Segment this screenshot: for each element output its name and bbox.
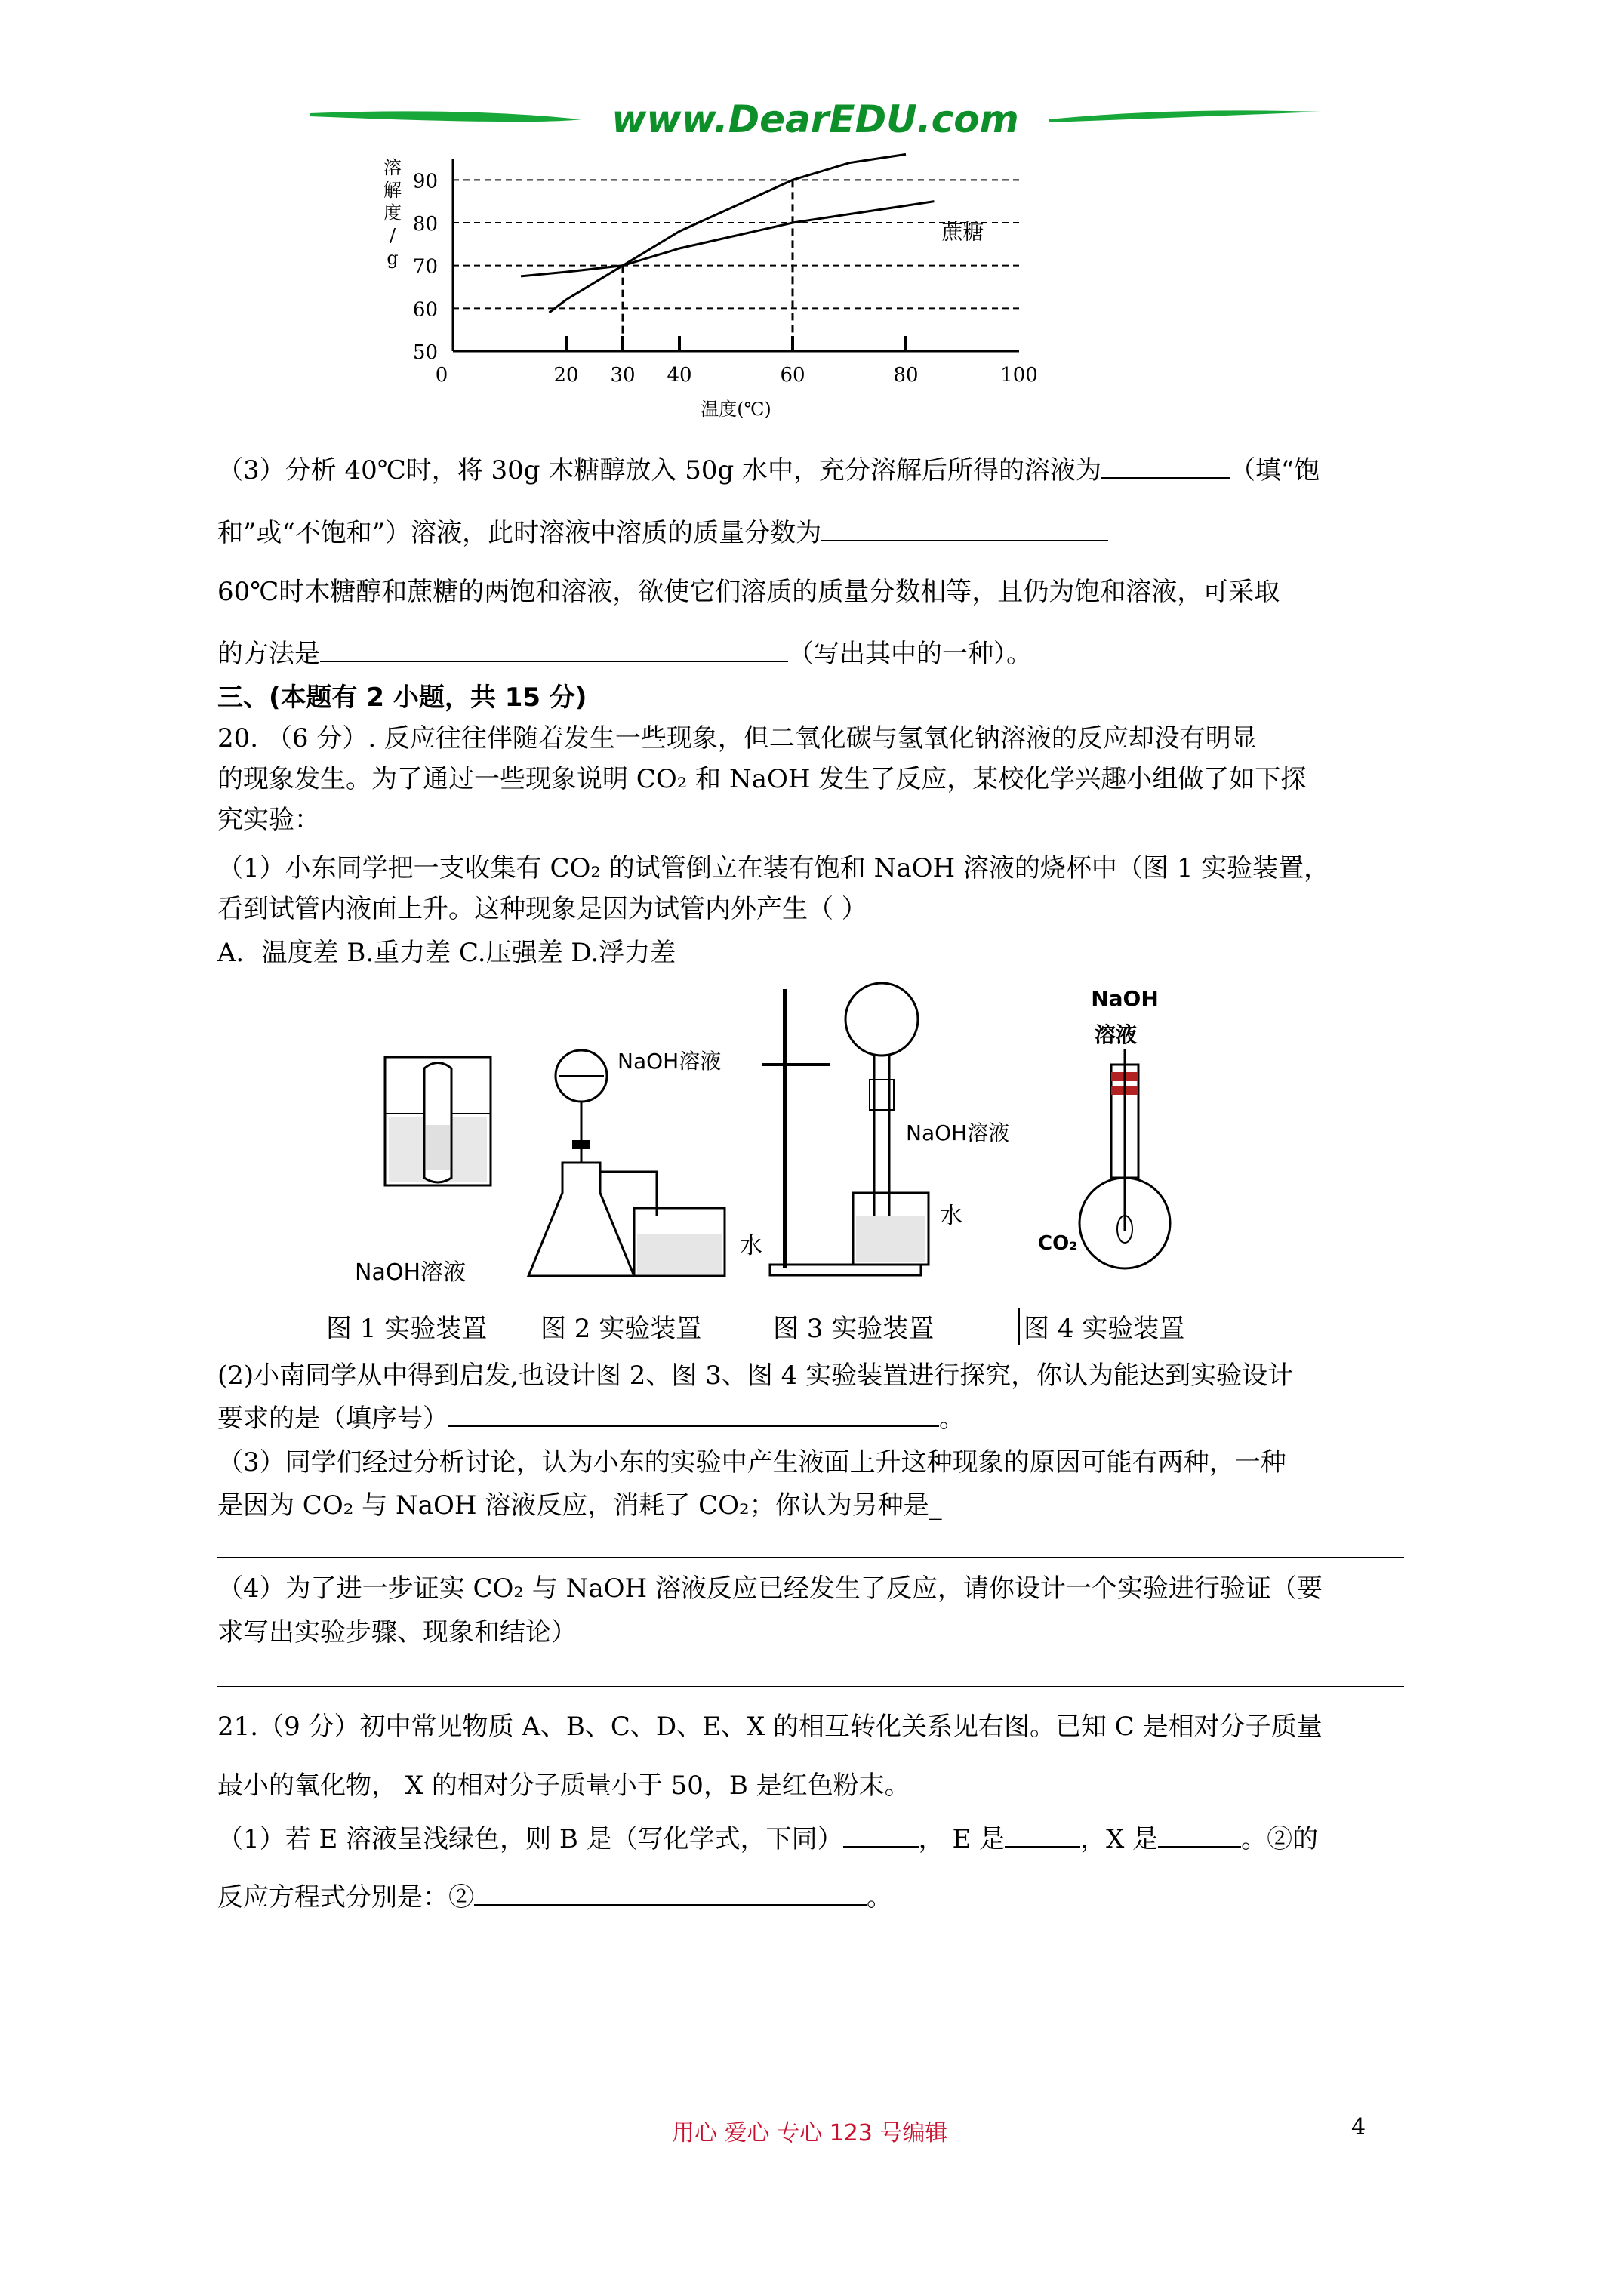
chart-axes	[453, 159, 1019, 351]
q21-line2: 最小的氧化物， X 的相对分子质量小于 50，B 是红色粉末。	[217, 1771, 910, 1801]
y-tick-label: 80	[412, 213, 438, 236]
q21-line3-d: 。②的	[1241, 1824, 1319, 1854]
q20-intro3: 究实验：	[217, 805, 320, 835]
q20-p3-line2: 是因为 CO₂ 与 NaOH 溶液反应，消耗了 CO₂；你认为另种是_	[217, 1490, 942, 1521]
fig2-caption: 图 2 实验装置	[540, 1314, 702, 1344]
q20-p4-line1: （4）为了进一步证实 CO₂ 与 NaOH 溶液反应已经发生了反应，请你设计一个实验进行验证（要	[217, 1573, 1323, 1604]
x-tick-label: 20	[553, 364, 579, 387]
answer-blank-method[interactable]	[320, 636, 788, 662]
q21-line1: 21.（9 分）初中常见物质 A、B、C、D、E、X 的相互转化关系见右图。已知 C 是相对分子质量	[217, 1712, 1323, 1742]
answer-blank-mass-fraction[interactable]	[821, 516, 1108, 541]
q21-line4	[217, 1880, 892, 1914]
q21-line4-start: 反应方程式分别是：②	[217, 1882, 474, 1912]
fig4-caption: 图 4 实验装置	[1024, 1314, 1185, 1344]
caption-divider	[1018, 1308, 1020, 1345]
footer	[0, 2114, 1623, 2147]
solubility-chart	[362, 151, 1102, 430]
fig4-apparatus	[1038, 986, 1170, 1268]
answer-blank-e[interactable]	[1005, 1822, 1080, 1848]
q19-line1	[217, 453, 1320, 487]
q20-p3-line1: （3）同学们经过分析讨论，认为小东的实验中产生液面上升这种现象的原因可能有两种，一种	[217, 1447, 1286, 1478]
q20-p2-line2-start: 要求的是（填序号）	[217, 1404, 448, 1434]
x-tick-label: 30	[610, 364, 636, 387]
fig1-caption: 图 1 实验装置	[326, 1314, 488, 1344]
fig4-co2-label: CO₂	[1038, 1232, 1078, 1255]
x-tick-label: 40	[667, 364, 692, 387]
x-axis-label: 温度(℃)	[701, 399, 771, 420]
q21-line3-b: ， E 是	[918, 1824, 1006, 1854]
fig1-naoh-label: NaOH溶液	[355, 1259, 466, 1286]
q19-line2	[217, 516, 1108, 550]
q20-p2-line2	[217, 1401, 965, 1435]
x-tick-label: 100	[1000, 364, 1038, 387]
fig1-apparatus	[355, 1057, 491, 1286]
apparatus-figures	[332, 974, 1268, 1306]
answer-line-other-reason[interactable]	[217, 1557, 1404, 1558]
y-axis-label-char: /	[389, 225, 396, 246]
y-axis-label-char: g	[387, 248, 399, 269]
q21-line4-end: 。	[867, 1882, 892, 1912]
q19-line3: 60℃时木糖醇和蔗糖的两饱和溶液，欲使它们溶质的质量分数相等，且仍为饱和溶液，可采取	[217, 577, 1280, 607]
y-tick-label: 70	[412, 255, 438, 279]
fig3-water-label: 水	[940, 1203, 962, 1229]
q21-line3	[217, 1822, 1318, 1856]
q20-p2-line1: (2)小南同学从中得到启发,也设计图 2、图 3、图 4 实验装置进行探究，你认为能达到实验设计	[217, 1361, 1294, 1391]
answer-blank-x[interactable]	[1158, 1822, 1241, 1848]
q19-line1-end: （填“饱	[1230, 455, 1320, 485]
site-name: www.DearEDU.com	[611, 97, 1019, 141]
y-axis-label-char: 度	[383, 202, 402, 223]
y-tick-label: 50	[412, 341, 438, 364]
y-axis-label-char: 溶	[383, 157, 402, 178]
fig2-water-label: 水	[740, 1233, 762, 1259]
x-tick-label: 0	[435, 364, 448, 387]
series-line	[550, 154, 907, 313]
q19-line1-text: （3）分析 40℃时，将 30g 木糖醇放入 50g 水中，充分溶解后所得的溶液为	[217, 455, 1102, 485]
header-banner	[310, 97, 1321, 142]
y-tick-label: 90	[412, 170, 438, 193]
y-tick-label: 60	[412, 298, 438, 322]
chart-labels	[383, 151, 1038, 420]
series-label: 蔗糖	[941, 219, 984, 245]
answer-blank-b[interactable]	[843, 1822, 919, 1848]
q20-p4-line2: 求写出实验步骤、现象和结论）	[217, 1617, 577, 1647]
q20-p2-line2-end: 。	[939, 1404, 965, 1434]
x-tick-label: 80	[893, 364, 919, 387]
answer-blank-fig-numbers[interactable]	[448, 1401, 939, 1427]
fig2-apparatus	[528, 1049, 762, 1276]
q20-options: A．温度差 B.重力差 C.压强差 D.浮力差	[217, 938, 676, 968]
q20-intro2: 的现象发生。为了通过一些现象说明 CO₂ 和 NaOH 发生了反应，某校化学兴趣小组做了如下探	[217, 764, 1307, 794]
page-number: 4	[1351, 2114, 1366, 2140]
answer-line-experiment[interactable]	[217, 1686, 1404, 1687]
fig3-apparatus	[762, 983, 1009, 1275]
chart-series	[521, 154, 935, 313]
fig4-solution-label: 溶液	[1095, 1022, 1138, 1047]
fig4-naoh-label: NaOH	[1091, 986, 1159, 1011]
answer-blank-equation[interactable]	[474, 1880, 867, 1906]
y-axis-label-char: 解	[383, 180, 402, 201]
q20-intro1: 20. （6 分）. 反应往往伴随着发生一些现象，但二氧化碳与氢氧化钠溶液的反应却没有明显	[217, 723, 1257, 754]
section3-title: 三、(本题有 2 小题，共 15 分)	[217, 683, 587, 713]
q19-line4-end: （写出其中的一种）。	[788, 639, 1032, 669]
fig3-caption: 图 3 实验装置	[773, 1314, 935, 1344]
q19-line2-text: 和”或“不饱和”）溶液，此时溶液中溶质的质量分数为	[217, 518, 822, 548]
footer-text: 用心 爱心 专心 123 号编辑	[672, 2120, 948, 2147]
q19-line4	[217, 636, 1032, 670]
q21-line3-a: （1）若 E 溶液呈浅绿色，则 B 是（写化学式，下同）	[217, 1824, 843, 1854]
q20-p1-line2: 看到试管内液面上升。这种现象是因为试管内外产生（ ）	[217, 894, 867, 924]
q19-line4-start: 的方法是	[217, 639, 320, 669]
q21-line3-c: ，X 是	[1080, 1824, 1159, 1854]
q20-p1-line1: （1）小东同学把一支收集有 CO₂ 的试管倒立在装有饱和 NaOH 溶液的烧杯中（图 1 实验装置，	[217, 853, 1330, 883]
fig3-naoh-label: NaOH溶液	[906, 1120, 1010, 1145]
x-tick-label: 60	[780, 364, 805, 387]
answer-blank-saturation[interactable]	[1101, 453, 1230, 479]
fig2-naoh-label: NaOH溶液	[617, 1049, 722, 1074]
